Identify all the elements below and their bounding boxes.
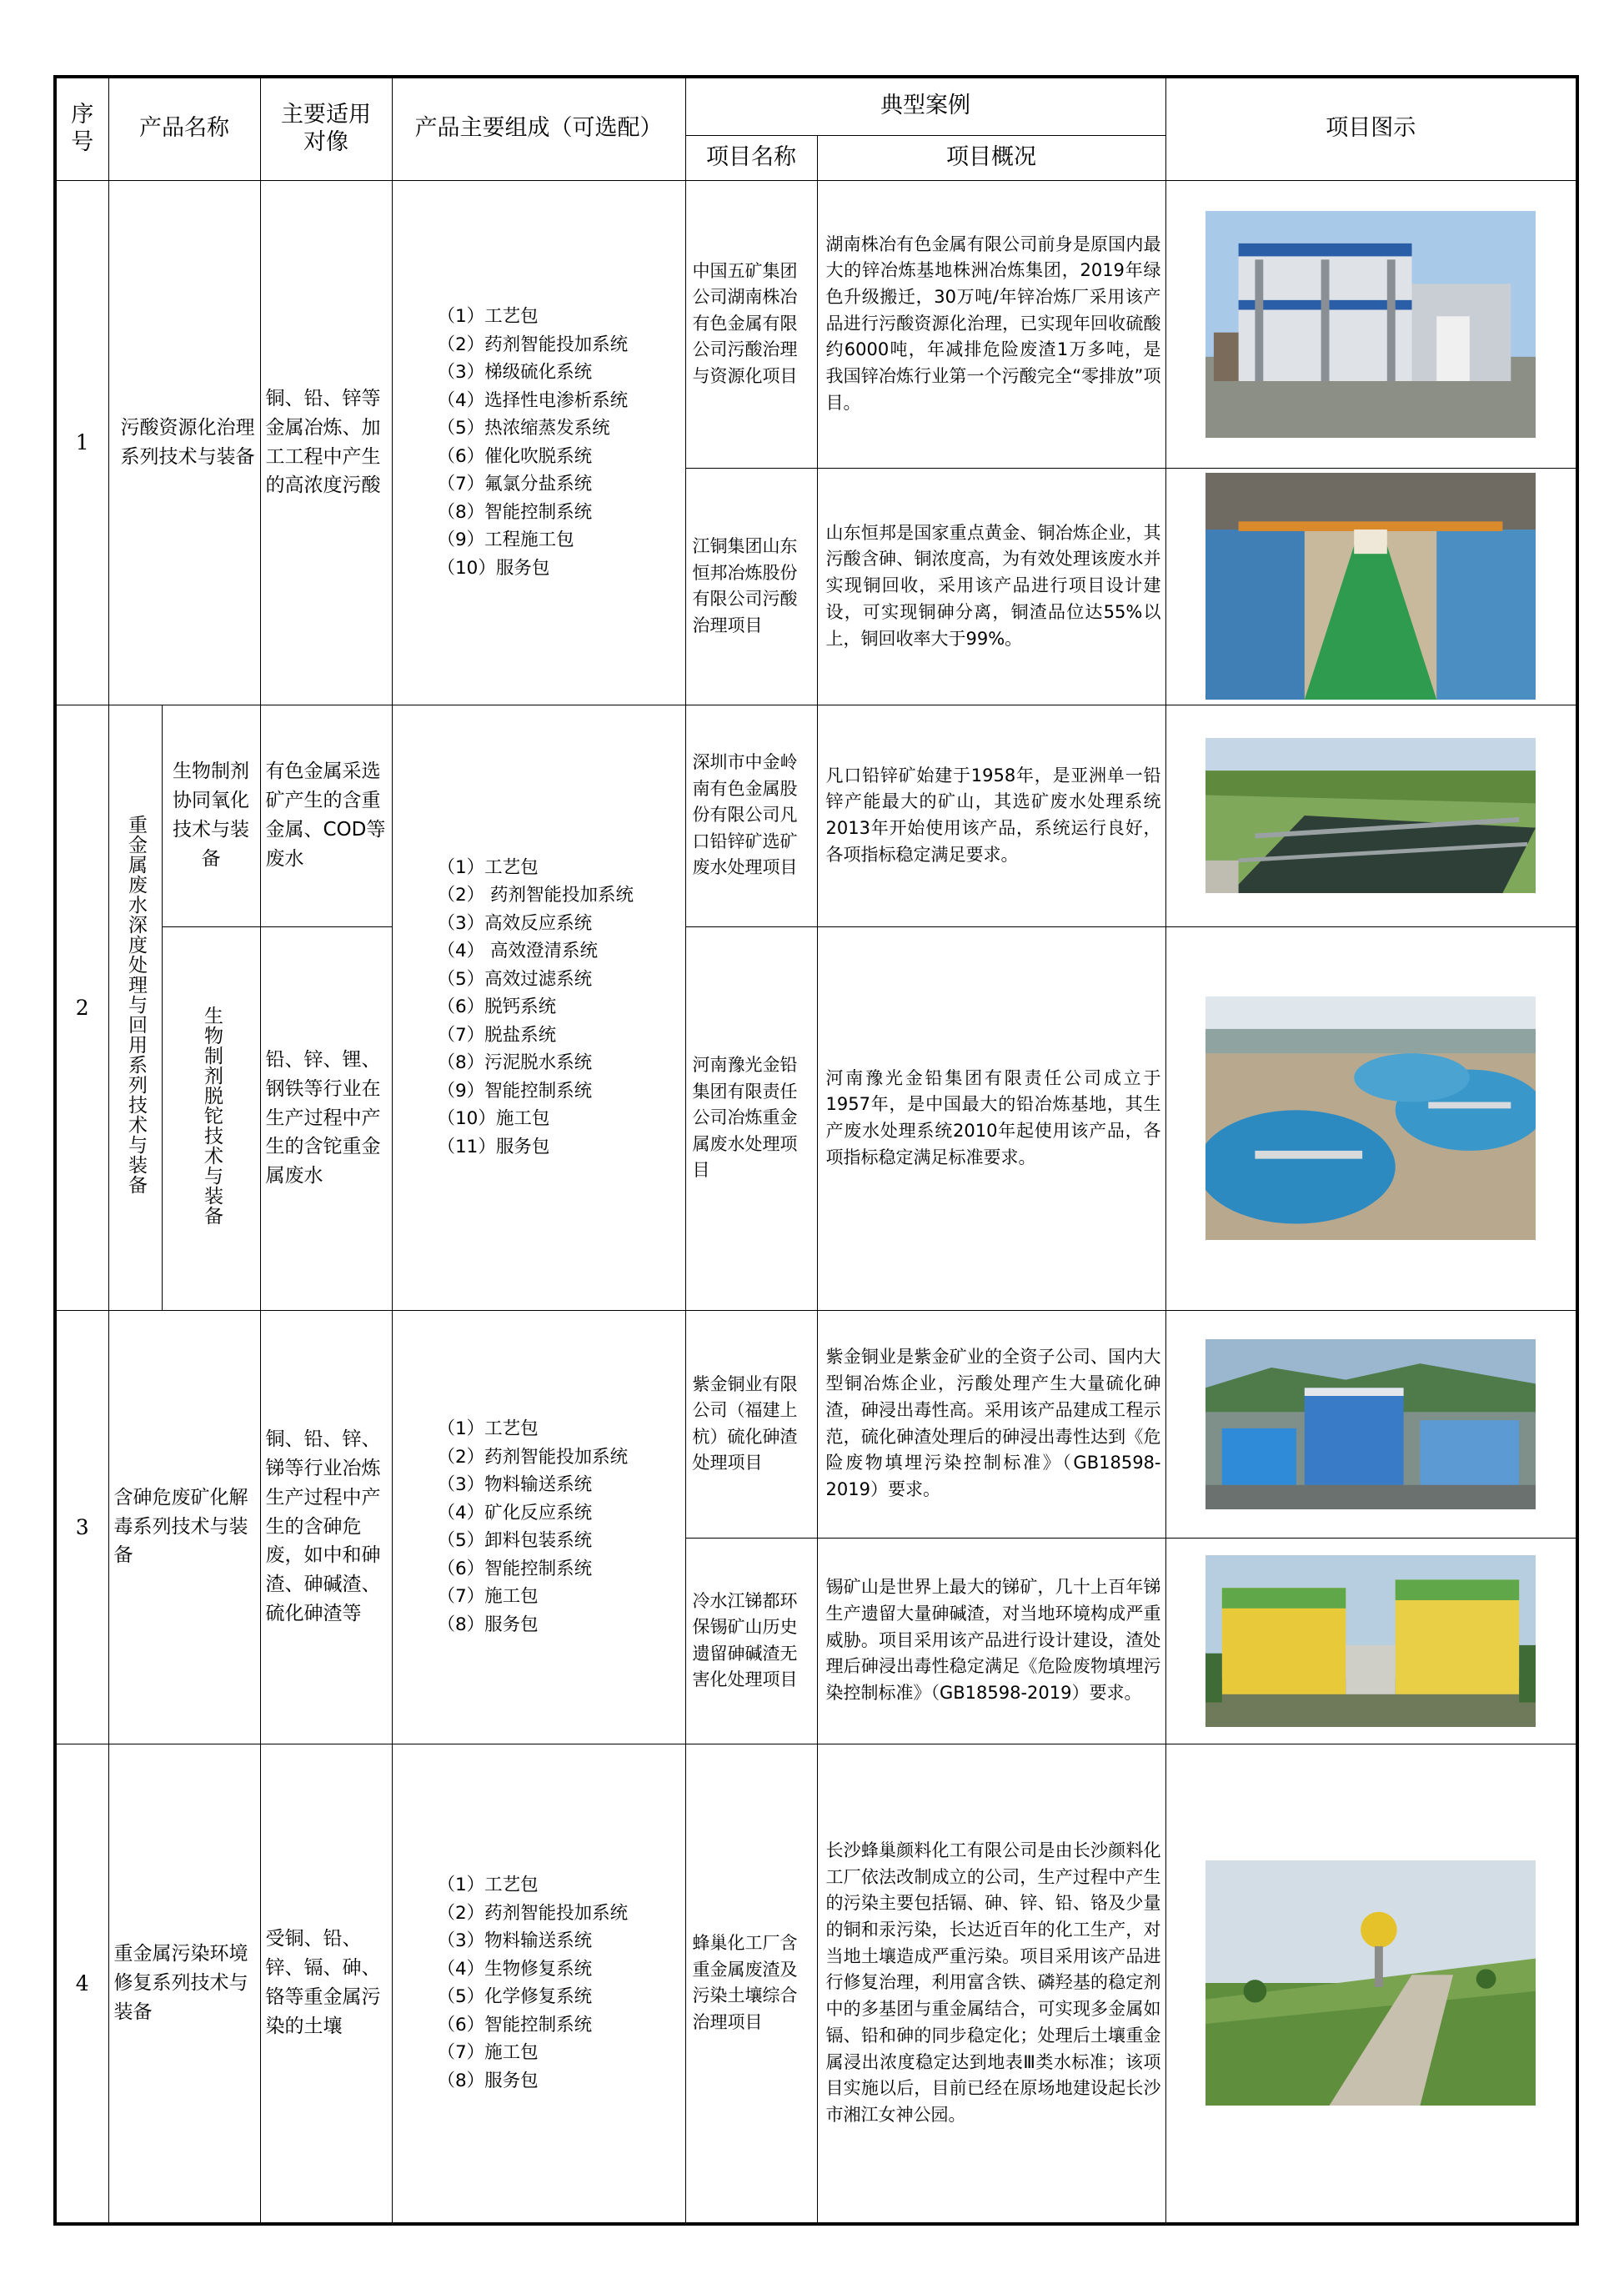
table-row	[55, 705, 1577, 926]
project-image-cell	[1165, 180, 1577, 468]
composition-item: （5）卸料包装系统	[437, 1530, 593, 1551]
project-image-cell	[1165, 1310, 1577, 1538]
sub-product-name-cell	[162, 926, 260, 1310]
product-name: 污酸资源化治理系列技术与装备	[108, 180, 260, 705]
header-composition-label: 产品主要组成（可选配）	[414, 115, 663, 142]
composition-list	[393, 1415, 685, 1639]
table-row	[55, 1310, 1577, 1538]
project-overview: 紫金铜业是紫金矿业的全资子公司、国内大型铜冶炼企业，污酸处理产生大量硫化砷渣，砷浸出毒性高。采用该产品建成工程示范，硫化砷渣处理后的砷浸出毒性达到《危险废物填埋污染控制标准》（GB18598-2019）要求。	[817, 1310, 1165, 1538]
header-objects	[260, 77, 392, 180]
treatment-pond-photo	[1205, 738, 1536, 893]
composition-item: （8）智能控制系统	[437, 501, 593, 523]
header-project-overview	[817, 135, 1165, 180]
target-objects: 铜、铅、锌等金属冶炼、加工工程中产生的高浓度污酸	[260, 180, 392, 705]
target-objects: 受铜、铅、锌、镉、砷、铬等重金属污染的土壤	[260, 1744, 392, 2224]
header-image-label: 项目图示	[1326, 115, 1416, 142]
clarifier-tanks-photo	[1205, 996, 1536, 1240]
composition-item: （2）药剂智能投加系统	[437, 1446, 629, 1468]
composition-item: （8）服务包	[437, 1614, 539, 1635]
composition-cell	[392, 1744, 685, 2224]
composition-cell	[392, 1310, 685, 1744]
project-overview: 锡矿山是世界上最大的锑矿，几十上百年锑生产遗留大量砷碱渣，对当地环境构成严重威胁。项目采用该产品进行设计建设，渣处理后砷浸出毒性稳定满足《危险废物填埋污染控制标准》（GB18598-2019）要求。	[817, 1538, 1165, 1744]
composition-item: （4）矿化反应系统	[437, 1502, 593, 1524]
industrial-plant-photo	[1205, 211, 1536, 438]
header-seq-label: 序 号	[71, 101, 94, 155]
composition-item: （5）化学修复系统	[437, 1986, 593, 2008]
project-name: 冷水江锑都环保锡矿山历史遗留砷碱渣无害化处理项目	[685, 1538, 817, 1744]
park-landscape-photo	[1205, 1860, 1536, 2106]
composition-item: （7）施工包	[437, 1586, 539, 1607]
project-overview: 湖南株冶有色金属有限公司前身是原国内最大的锌冶炼基地株洲冶炼集团，2019年绿色升级搬迁，30万吨/年锌冶炼厂采用该产品进行污酸资源化治理，已实现年回收硫酸约6000吨，年减排危险废渣1万多吨，是我国锌冶炼行业第一个污酸完全“零排放”项目。	[817, 180, 1165, 468]
composition-item: （5）高效过滤系统	[437, 968, 593, 990]
composition-item: （6）智能控制系统	[437, 1558, 593, 1579]
composition-item: （7）脱盐系统	[437, 1024, 557, 1046]
composition-item: （2）药剂智能投加系统	[437, 1902, 629, 1924]
project-image-cell	[1165, 1538, 1577, 1744]
project-overview: 山东恒邦是国家重点黄金、铜冶炼企业，其污酸含砷、铜浓度高，为有效处理该废水并实现铜回收，采用该产品进行项目设计建设，可实现铜砷分离，铜渣品位达55%以上，铜回收率大于99%。	[817, 468, 1165, 705]
composition-item: （10）服务包	[437, 557, 550, 579]
header-cases	[685, 77, 1165, 135]
composition-item: （2）药剂智能投加系统	[437, 334, 629, 355]
composition-item: （4）选择性电渗析系统	[437, 389, 629, 411]
composition-item: （6）脱钙系统	[437, 996, 557, 1018]
composition-list	[393, 1871, 685, 2095]
project-image-cell	[1165, 926, 1577, 1310]
composition-item: （7）施工包	[437, 2042, 539, 2064]
composition-item: （3）物料输送系统	[437, 1930, 593, 1952]
project-overview: 凡口铅锌矿始建于1958年，是亚洲单一铅锌产能最大的矿山，其选矿废水处理系统2013年开始使用该产品，系统运行良好，各项指标稳定满足要求。	[817, 705, 1165, 926]
sub-product-name: 生物制剂脱铊技术与装备	[200, 1006, 223, 1226]
project-image-cell	[1165, 1744, 1577, 2224]
row-number: 3	[55, 1310, 108, 1744]
header-product-label: 产品名称	[139, 115, 229, 142]
table-row	[55, 180, 1577, 468]
project-overview: 河南豫光金铅集团有限责任公司成立于1957年，是中国最大的铅冶炼基地，其生产废水处理系统2010年起使用该产品，各项指标稳定满足标准要求。	[817, 926, 1165, 1310]
header-composition	[392, 77, 685, 180]
header-cases-label: 典型案例	[880, 93, 970, 119]
composition-item: （1）工艺包	[437, 1875, 539, 1896]
product-name: 重金属污染环境修复系列技术与装备	[108, 1744, 260, 2224]
composition-item: （9）工程施工包	[437, 530, 574, 550]
project-image-cell	[1165, 705, 1577, 926]
composition-item: （6）智能控制系统	[437, 2014, 593, 2036]
row-number: 2	[55, 705, 108, 1310]
sub-product-name: 生物制剂协同氧化技术与装备	[162, 705, 260, 926]
header-project-name	[685, 135, 817, 180]
composition-item: （3）梯级硫化系统	[437, 362, 593, 383]
composition-item: （10）施工包	[437, 1108, 550, 1130]
table-row	[55, 926, 1577, 1310]
composition-item: （6）催化吹脱系统	[437, 445, 593, 467]
header-image	[1165, 77, 1577, 180]
table-row	[55, 1744, 1577, 2224]
target-objects: 铜、铅、锌、锑等行业冶炼生产过程中产生的含砷危废，如中和砷渣、砷碱渣、硫化砷渣等	[260, 1310, 392, 1744]
composition-item: （11）服务包	[437, 1136, 550, 1157]
yellow-warehouse-photo	[1205, 1555, 1536, 1727]
project-name: 蜂巢化工厂含重金属废渣及污染土壤综合治理项目	[685, 1744, 817, 2224]
project-name: 紫金铜业有限公司（福建上杭）硫化砷渣处理项目	[685, 1310, 817, 1538]
composition-list	[393, 303, 685, 582]
project-name: 河南豫光金铅集团有限责任公司冶炼重金属废水处理项目	[685, 926, 817, 1310]
composition-item: （3）物料输送系统	[437, 1474, 593, 1495]
blue-plant-building-photo	[1205, 1339, 1536, 1509]
composition-item: （5）热浓缩蒸发系统	[437, 418, 610, 439]
header-project-name-label: 项目名称	[706, 143, 796, 170]
composition-item: （1）工艺包	[437, 306, 539, 327]
factory-corridor-photo	[1205, 473, 1536, 700]
project-name: 深圳市中金岭南有色金属股份有限公司凡口铅锌矿选矿废水处理项目	[685, 705, 817, 926]
target-objects: 有色金属采选矿产生的含重金属、COD等废水	[260, 705, 392, 926]
row-number: 1	[55, 180, 108, 705]
product-name: 含砷危废矿化解毒系列技术与装备	[108, 1310, 260, 1744]
product-name-cell	[108, 705, 162, 1310]
header-seq	[55, 77, 108, 180]
composition-cell	[392, 180, 685, 705]
target-objects: 铅、锌、锂、钢铁等行业在生产过程中产生的含铊重金属废水	[260, 926, 392, 1310]
composition-list	[393, 854, 685, 1162]
composition-item: （7）氟氯分盐系统	[437, 474, 593, 494]
composition-item: （4） 高效澄清系统	[437, 941, 599, 962]
header-project-overview-label: 项目概况	[946, 143, 1036, 170]
project-name: 中国五矿集团公司湖南株冶有色金属有限公司污酸治理与资源化项目	[685, 180, 817, 468]
composition-item: （8）污泥脱水系统	[437, 1052, 593, 1074]
composition-item: （4）生物修复系统	[437, 1958, 593, 1980]
product-table	[53, 75, 1579, 2226]
composition-cell	[392, 705, 685, 1310]
composition-item: （9）智能控制系统	[437, 1080, 593, 1102]
composition-item: （2） 药剂智能投加系统	[437, 885, 634, 906]
product-name: 重金属废水深度处理与回用系列技术与装备	[124, 815, 147, 1195]
project-name: 江铜集团山东恒邦冶炼股份有限公司污酸治理项目	[685, 468, 817, 705]
project-image-cell	[1165, 468, 1577, 705]
header-objects-label: 主要适用 对像	[281, 101, 371, 155]
project-overview: 长沙蜂巢颜料化工有限公司是由长沙颜料化工厂依法改制成立的公司，生产过程中产生的污染主要包括镉、砷、锌、铅、铬及少量的铜和汞污染，长达近百年的化工生产，对当地土壤造成严重污染。项目采用该产品进行修复治理，利用富含铁、磷羟基的稳定剂中的多基团与重金属结合，可实现多金属如镉、铅和砷的同步稳定化；处理后土壤重金属浸出浓度稳定达到地表Ⅲ类水标准；该项目实施以后，目前已经在原场地建设起长沙市湘江女神公园。	[817, 1744, 1165, 2224]
composition-item: （1）工艺包	[437, 856, 539, 878]
composition-item: （1）工艺包	[437, 1418, 539, 1439]
composition-item: （8）服务包	[437, 2070, 539, 2091]
header-product	[108, 77, 260, 180]
composition-item: （3）高效反应系统	[437, 912, 593, 934]
row-number: 4	[55, 1744, 108, 2224]
